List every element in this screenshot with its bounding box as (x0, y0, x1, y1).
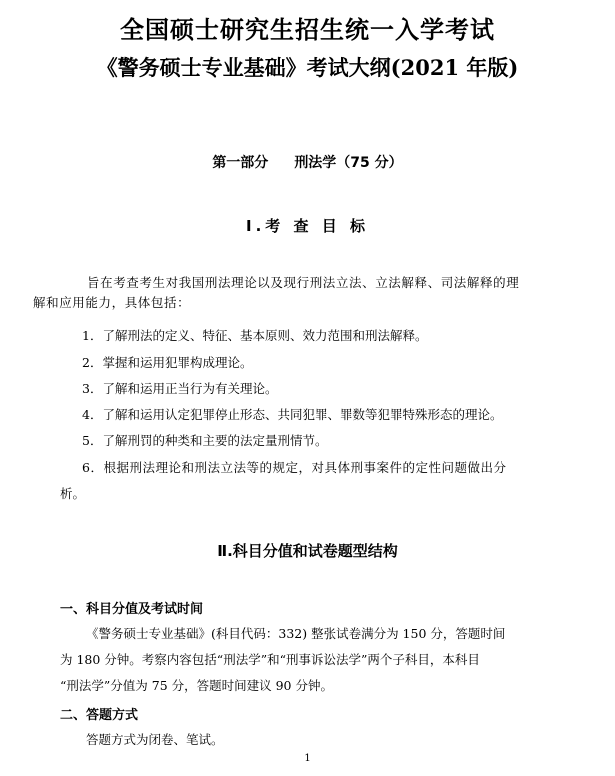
subsection1-line: “刑法学”分值为 75 分，答题时间建议 90 分钟。 (60, 678, 333, 693)
subsection2-heading: 二、答题方式 (60, 708, 139, 723)
intro-line-1: 旨在考查考生对我国刑法理论以及现行刑法立法、立法解释、司法解释的理 (87, 275, 520, 290)
subsection1-heading: 一、科目分值及考试时间 (60, 602, 204, 617)
objective-item: 5．了解刑罚的种类和主要的法定量刑情节。 (82, 433, 328, 448)
intro-line-2: 解和应用能力，具体包括： (33, 295, 191, 310)
part-heading (0, 152, 615, 172)
part-name: 刑法学（75 分） (294, 155, 403, 171)
document-title-line1: 全国硕士研究生招生统一入学考试 (120, 16, 495, 44)
section2-heading: Ⅱ.科目分值和试卷题型结构 (217, 542, 398, 560)
subsection1-line: 为 180 分钟。考察内容包括“刑法学”和“刑事诉讼法学”两个子科目，本科目 (60, 652, 480, 667)
objective-item: 3．了解和运用正当行为有关理论。 (82, 381, 278, 396)
subsection2-text: 答题方式为闭卷、笔试。 (86, 732, 224, 747)
section1-intro-paragraph (33, 273, 560, 313)
objective-item-continuation: 析。 (60, 486, 86, 501)
subsection1-line: 《警务硕士专业基础》(科目代码：332) 整张试卷满分为 150 分，答题时间 (86, 626, 506, 641)
section1-heading: Ⅰ.考 查 目 标 (246, 217, 369, 235)
objective-item: 2．掌握和运用犯罪构成理论。 (82, 355, 253, 370)
page-number: 1 (304, 753, 311, 764)
document-title-line2: 《警务硕士专业基础》考试大纲(2021 年版) (96, 55, 519, 80)
part-label: 第一部分 (212, 155, 269, 171)
objective-item: 6．根据刑法理论和刑法立法等的规定，对具体刑事案件的定性问题做出分 (82, 460, 507, 475)
objective-item: 4．了解和运用认定犯罪停止形态、共同犯罪、罪数等犯罪特殊形态的理论。 (82, 407, 503, 422)
objective-item: 1．了解刑法的定义、特征、基本原则、效力范围和刑法解释。 (82, 328, 428, 343)
